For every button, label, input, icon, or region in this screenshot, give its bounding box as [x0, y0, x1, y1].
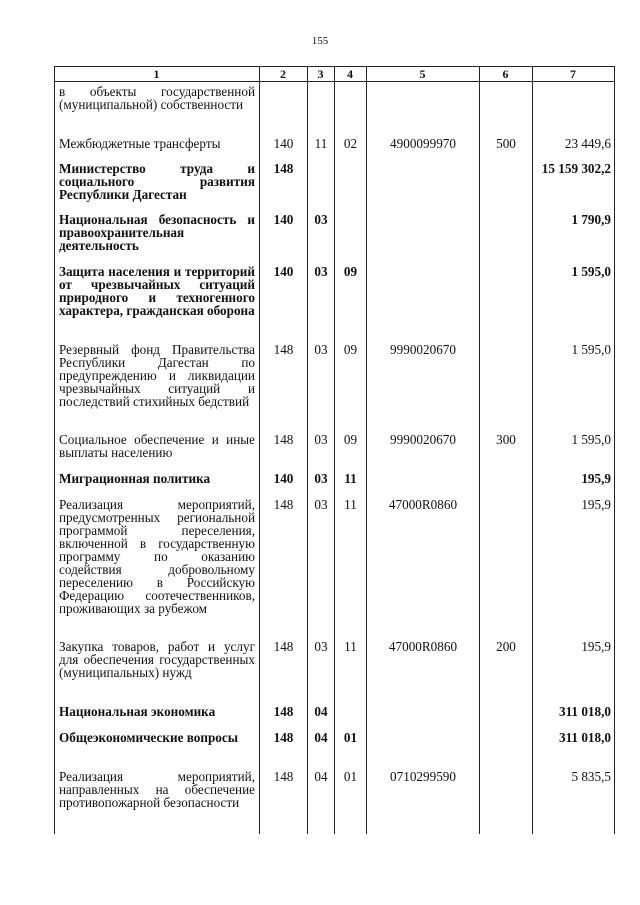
- col-divider-5: [479, 66, 480, 834]
- row-amount: 1 595,0: [571, 264, 611, 279]
- row-name: Защита населения и территорий от чрезвычайных ситуаций природного и техногенного характера, гражданская оборона: [59, 264, 255, 318]
- row-section: 04: [314, 704, 328, 719]
- column-header-4: 4: [347, 67, 353, 81]
- row-name: Социальное обеспечение и иные выплаты населению: [59, 432, 255, 460]
- row-target: 47000R0860: [388, 497, 458, 512]
- row-subsection: 11: [344, 471, 357, 486]
- row-subsection: 01: [343, 730, 358, 745]
- row-name: Закупка товаров, работ и услуг для обеспечения государственных (муниципальных) нужд: [59, 639, 255, 680]
- row-target: 9990020670: [390, 342, 456, 357]
- row-name: Миграционная политика: [59, 471, 211, 486]
- col-divider-6: [532, 66, 533, 834]
- row-section: 03: [314, 342, 328, 357]
- row-name: в объекты государственной (муниципальной) собственности: [59, 84, 255, 112]
- row-amount: 1 790,9: [571, 212, 611, 227]
- row-section: 03: [314, 471, 328, 486]
- row-amount: 5 835,5: [571, 769, 611, 784]
- row-subsection: 11: [344, 639, 357, 654]
- row-target: 0710299590: [390, 769, 456, 784]
- row-type: 200: [496, 639, 516, 654]
- row-section: 03: [314, 264, 328, 279]
- row-subsection: 11: [344, 497, 357, 512]
- row-amount: 195,9: [581, 497, 611, 512]
- page-number: 155: [311, 35, 329, 47]
- row-subsection: 09: [343, 342, 358, 357]
- row-section: 04: [314, 730, 328, 745]
- column-header-7: 7: [570, 67, 576, 81]
- row-code: 148: [273, 497, 294, 512]
- row-name: Национальная безопасность и правоохранительная деятельность: [59, 212, 255, 253]
- row-name: Министерство труда и социального развития Республики Дагестан: [59, 161, 255, 202]
- row-name: Реализация мероприятий, предусмотренных региональной программой переселения, включенной в государственную программу по оказанию содействия добровольному переселению в Российскую Федерацию соотечественников, проживающих за рубежом: [59, 497, 255, 616]
- row-name: Реализация мероприятий, направленных на обеспечение противопожарной безопасности: [59, 769, 255, 810]
- row-section: 03: [314, 497, 328, 512]
- row-amount: 195,9: [581, 639, 611, 654]
- row-code: 140: [273, 212, 294, 227]
- col-divider-1: [259, 66, 260, 834]
- row-amount: 311 018,0: [558, 704, 611, 719]
- table-left-border: [54, 66, 55, 834]
- row-subsection: 09: [343, 264, 358, 279]
- row-subsection: 09: [343, 432, 358, 447]
- row-amount: 1 595,0: [571, 342, 611, 357]
- row-amount: 195,9: [581, 471, 611, 486]
- row-subsection: 02: [343, 136, 358, 151]
- row-amount: 311 018,0: [558, 730, 611, 745]
- row-code: 148: [273, 704, 294, 719]
- col-divider-4: [366, 66, 367, 834]
- row-section: 03: [314, 212, 328, 227]
- row-amount: 1 595,0: [571, 432, 611, 447]
- table-right-border: [614, 66, 615, 834]
- col-divider-2: [307, 66, 308, 834]
- column-header-5: 5: [419, 67, 426, 81]
- row-name: Национальная экономика: [59, 704, 216, 719]
- row-type: 300: [496, 432, 516, 447]
- row-section: 03: [314, 432, 328, 447]
- row-amount: 23 449,6: [564, 136, 611, 151]
- col-divider-3: [334, 66, 335, 834]
- row-code: 148: [273, 639, 294, 654]
- column-header-2: 2: [280, 67, 286, 81]
- row-code: 148: [273, 161, 294, 176]
- row-section: 11: [314, 136, 328, 151]
- row-code: 148: [273, 342, 294, 357]
- row-target: 4900099970: [390, 136, 456, 151]
- row-code: 140: [273, 264, 294, 279]
- row-code: 148: [273, 730, 294, 745]
- row-code: 148: [273, 432, 294, 447]
- row-section: 03: [314, 639, 328, 654]
- row-code: 140: [273, 471, 294, 486]
- column-header-1: 1: [153, 67, 160, 81]
- row-name: Межбюджетные трансферты: [59, 136, 221, 151]
- row-type: 500: [496, 136, 516, 151]
- column-header-3: 3: [317, 67, 324, 81]
- row-code: 140: [273, 136, 294, 151]
- row-name: Общеэкономические вопросы: [59, 730, 239, 745]
- row-target: 9990020670: [390, 432, 456, 447]
- row-name: Резервный фонд Правительства Республики Дагестан по предупреждению и ликвидации чрезвычайных ситуаций и последствий стихийных бедствий: [59, 342, 255, 409]
- row-subsection: 01: [343, 769, 358, 784]
- row-code: 148: [273, 769, 294, 784]
- row-section: 04: [314, 769, 328, 784]
- column-header-6: 6: [502, 67, 509, 81]
- row-target: 47000R0860: [388, 639, 458, 654]
- row-amount: 15 159 302,2: [541, 161, 611, 176]
